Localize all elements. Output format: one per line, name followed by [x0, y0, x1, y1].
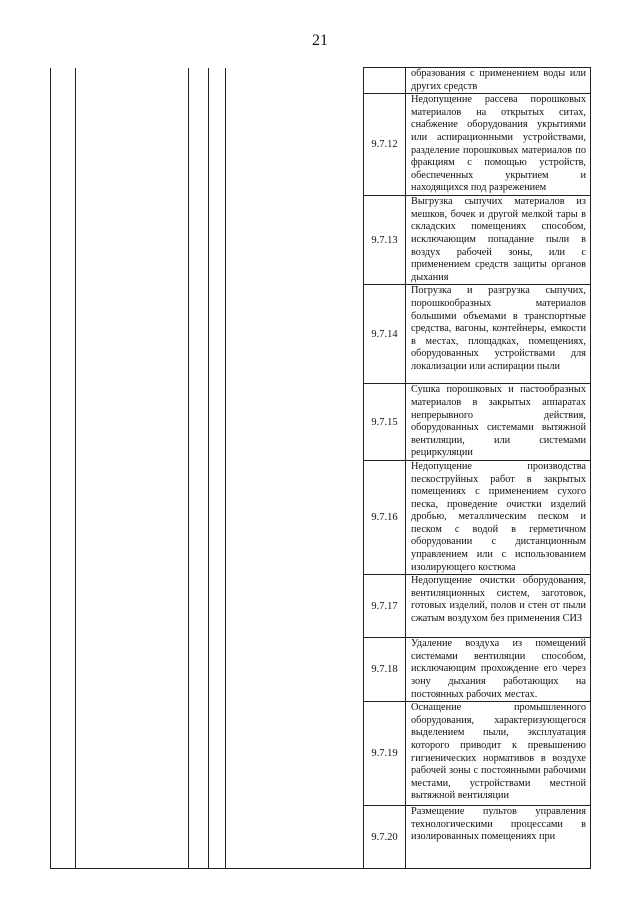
- item-text: Оснащение промышленного оборудования, характеризующегося выделением пыли, эксплуатация которого приводит к превышению гигиенических нормативов в воздухе рабочей зоны с постоянными рабочими местами, устройствами местной вытяжной вентиляции: [406, 702, 591, 806]
- item-code: 9.7.17: [364, 575, 406, 638]
- item-code: 9.7.18: [364, 638, 406, 702]
- item-text: Недопущение производства пескоструйных работ в закрытых помещениях с применением сухого песка, проведение очистки изделий дробью, металлическим песком и песком с водой в герметичном оборудовании с дистанционным управлением или с использованием изолирующего костюма: [406, 460, 591, 574]
- item-code: 9.7.15: [364, 384, 406, 461]
- empty-column-cell: [51, 68, 76, 869]
- page-number: 21: [312, 32, 328, 49]
- measures-table: [50, 67, 591, 869]
- item-code: 9.7.16: [364, 460, 406, 574]
- item-code: 9.7.12: [364, 94, 406, 196]
- item-text: Недопущение рассева порошковых материалов на открытых ситах, снабжение оборудования укрытиями или аспирационными устройствами, разделение порошковых материалов по фракциям с помощью устройств, обеспеченных укрытием и находящихся под разрежением: [406, 94, 591, 196]
- item-text: Размещение пультов управления технологическими процессами в изолированных помещениях при: [406, 806, 591, 869]
- item-text: Недопущение очистки оборудования, вентиляционных систем, заготовок, готовых изделий, полов и стен от пыли сжатым воздухом без применения СИЗ: [406, 575, 591, 638]
- item-code: 9.7.14: [364, 285, 406, 384]
- item-code: 9.7.20: [364, 806, 406, 869]
- item-text: Выгрузка сыпучих материалов из мешков, бочек и другой мелкой тары в складских помещениях способом, исключающим попадание пыли в воздух рабочей зоны, или с применением средств защиты органов дыхания: [406, 196, 591, 285]
- item-code: 9.7.13: [364, 196, 406, 285]
- item-code: [364, 68, 406, 94]
- empty-column-cell: [76, 68, 189, 869]
- item-text: Сушка порошковых и пастообразных материалов в закрытых аппаратах непрерывного действия, оборудованных системами вытяжной вентиляции, или системами рециркуляции: [406, 384, 591, 461]
- table-row: [51, 68, 591, 94]
- empty-column-cell: [209, 68, 226, 869]
- item-text: Удаление воздуха из помещений системами вентиляции способом, исключающим прохождение его через зону дыхания работающих на постоянных рабочих местах.: [406, 638, 591, 702]
- item-text: Погрузка и разгрузка сыпучих, порошкообразных материалов большими объемами в транспортные средства, вагоны, контейнеры, емкости в местах, площадках, помещениях, оборудованных устройствами для локализации или аспирации пыли: [406, 285, 591, 384]
- empty-column-cell: [226, 68, 364, 869]
- empty-column-cell: [189, 68, 209, 869]
- item-text: образования с применением воды или других средств: [406, 68, 591, 94]
- item-code: 9.7.19: [364, 702, 406, 806]
